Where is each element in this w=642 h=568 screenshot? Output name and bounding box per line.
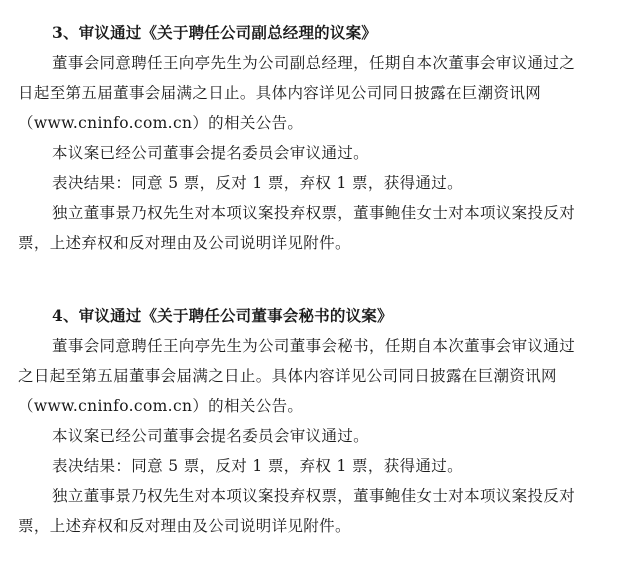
section-heading: 3、审议通过《关于聘任公司副总经理的议案》 xyxy=(52,23,377,42)
paragraph-line: 票，上述弃权和反对理由及公司说明详见附件。 xyxy=(18,517,351,535)
vote-result-line: 表决结果：同意 5 票，反对 1 票，弃权 1 票，获得通过。 xyxy=(52,457,463,475)
paragraph-line: 票，上述弃权和反对理由及公司说明详见附件。 xyxy=(18,234,351,252)
paragraph-line: 本议案已经公司董事会提名委员会审议通过。 xyxy=(52,144,370,162)
vote-result-line: 表决结果：同意 5 票，反对 1 票，弃权 1 票，获得通过。 xyxy=(52,174,463,192)
paragraph-line: 董事会同意聘任王向亭先生为公司董事会秘书，任期自本次董事会审议通过 xyxy=(52,337,576,355)
paragraph-line: 日起至第五届董事会届满之日止。具体内容详见公司同日披露在巨潮资讯网 xyxy=(18,84,542,102)
paragraph-line: 之日起至第五届董事会届满之日止。具体内容详见公司同日披露在巨潮资讯网 xyxy=(18,367,557,385)
paragraph-line: 董事会同意聘任王向亭先生为公司副总经理，任期自本次董事会审议通过之 xyxy=(52,54,576,72)
paragraph-line: （www.cninfo.com.cn）的相关公告。 xyxy=(18,397,304,415)
resolution-section-4 xyxy=(0,301,642,541)
section-heading: 4、审议通过《关于聘任公司董事会秘书的议案》 xyxy=(52,306,393,325)
resolution-section-3 xyxy=(0,18,642,258)
paragraph-line: 独立董事景乃权先生对本项议案投弃权票，董事鲍佳女士对本项议案投反对 xyxy=(52,204,576,222)
paragraph-line: （www.cninfo.com.cn）的相关公告。 xyxy=(18,114,304,132)
paragraph-line: 独立董事景乃权先生对本项议案投弃权票，董事鲍佳女士对本项议案投反对 xyxy=(52,487,576,505)
paragraph-line: 本议案已经公司董事会提名委员会审议通过。 xyxy=(52,427,370,445)
